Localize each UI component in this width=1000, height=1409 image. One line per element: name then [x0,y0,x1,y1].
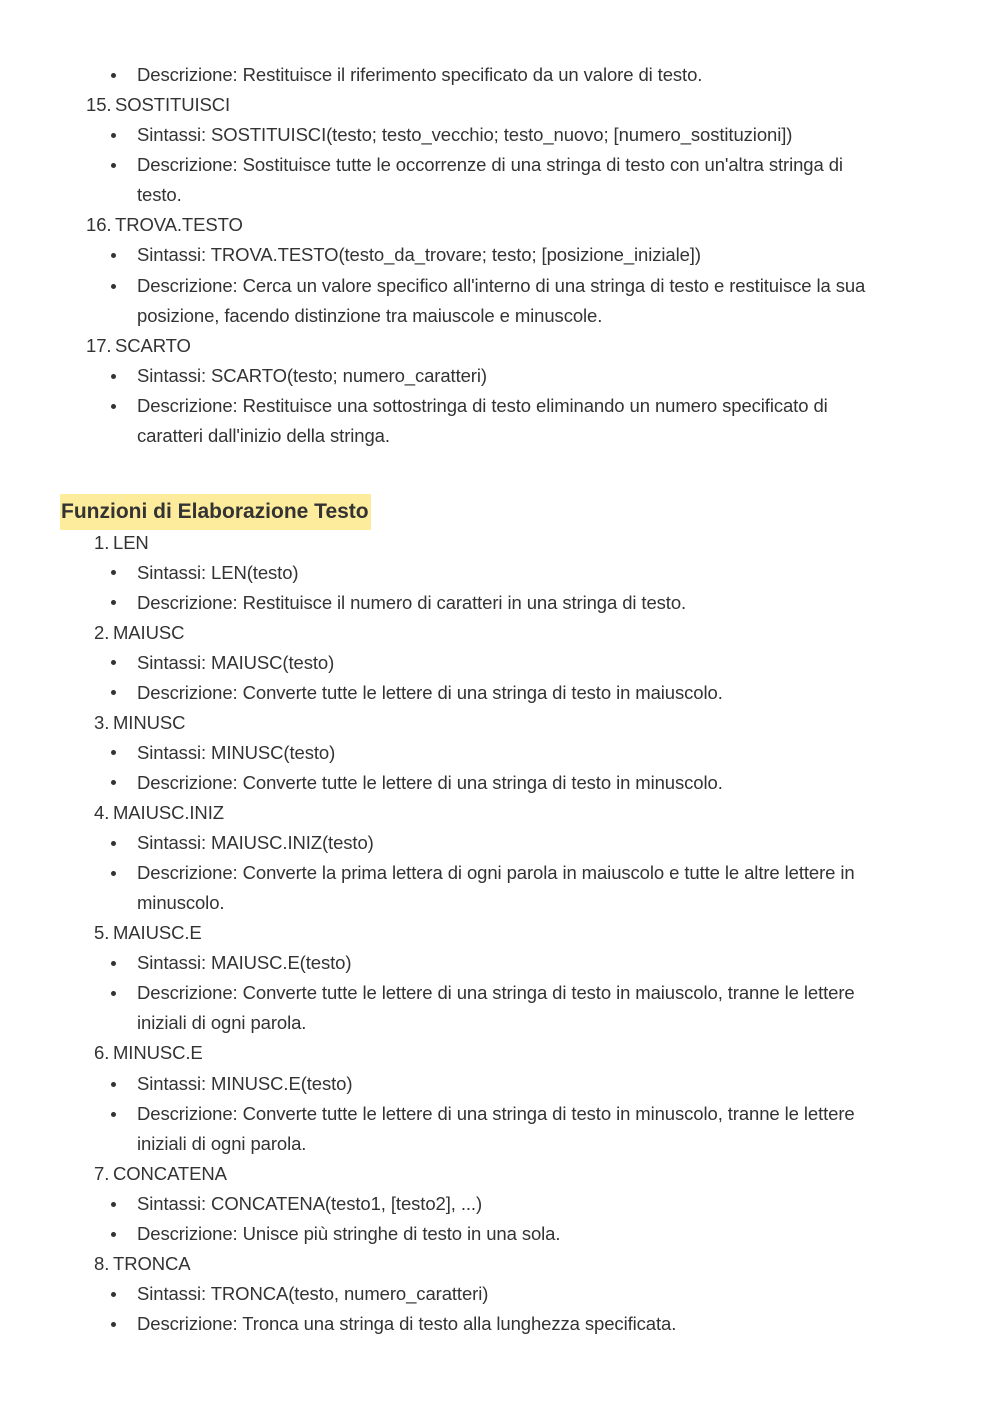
list-item-number: 2. [94,622,110,643]
description-text: Descrizione: Restituisce il numero di caratteri in una stringa di testo. [137,592,687,613]
bullet-icon [111,961,117,967]
function-name: MAIUSC [113,622,185,643]
bullet-icon [111,841,117,847]
bullet-icon [111,1322,117,1328]
syntax-text: Sintassi: SOSTITUISCI(testo; testo_vecchio; testo_nuovo; [numero_sostituzioni]) [137,124,793,145]
description-text: iniziali di ogni parola. [137,1133,307,1154]
bullet-icon [111,133,117,139]
bullet-icon [111,570,117,576]
description-text: Descrizione: Unisce più stringhe di testo in una sola. [137,1223,561,1244]
description-text: Descrizione: Converte tutte le lettere di una stringa di testo in maiuscolo. [137,682,723,703]
list-item-number: 1. [94,532,110,553]
bullet-icon [111,1082,117,1088]
bullet-icon [111,1232,117,1238]
function-name: SOSTITUISCI [115,94,231,115]
syntax-text: Sintassi: MAIUSC.INIZ(testo) [137,832,374,853]
syntax-text: Sintassi: TRONCA(testo, numero_caratteri) [137,1283,489,1304]
list-item-number: 7. [94,1163,110,1184]
function-name: MAIUSC.E [113,922,202,943]
function-name: MINUSC [113,712,186,733]
syntax-text: Sintassi: SCARTO(testo; numero_caratteri) [137,365,487,386]
description-text: Descrizione: Converte tutte le lettere di una stringa di testo in minuscolo. [137,772,723,793]
function-name: MAIUSC.INIZ [113,802,224,823]
bullet-icon [111,660,117,666]
bullet-icon [111,1292,117,1298]
list-item-number: 4. [94,802,110,823]
description-text: Descrizione: Converte tutte le lettere di una stringa di testo in maiuscolo, tranne le lettere [137,982,855,1003]
description-text: Descrizione: Cerca un valore specifico all'interno di una stringa di testo e restituisce la sua [137,275,866,296]
description-text: posizione, facendo distinzione tra maiuscole e minuscole. [137,305,603,326]
bullet-icon [111,991,117,997]
list-item-number: 17. [86,335,112,356]
syntax-text: Sintassi: MINUSC(testo) [137,742,336,763]
description-text: Descrizione: Sostituisce tutte le occorrenze di una stringa di testo con un'altra stringa di [137,154,843,175]
function-name: TROVA.TESTO [115,214,243,235]
description-text: Descrizione: Restituisce una sottostringa di testo eliminando un numero specificato di [137,395,828,416]
function-name: MINUSC.E [113,1042,203,1063]
bullet-icon [111,690,117,696]
description-text: testo. [137,184,182,205]
description-text: Descrizione: Converte tutte le lettere di una stringa di testo in minuscolo, tranne le lettere [137,1103,855,1124]
description-text: minuscolo. [137,892,225,913]
section-heading: Funzioni di Elaborazione Testo [60,494,371,530]
description-text: Descrizione: Restituisce il riferimento specificato da un valore di testo. [137,64,703,85]
list-item-number: 8. [94,1253,110,1274]
bullet-icon [111,374,117,380]
list-item-number: 5. [94,922,110,943]
bullet-icon [111,404,117,410]
list-item-number: 3. [94,712,110,733]
function-name: SCARTO [115,335,191,356]
syntax-text: Sintassi: TROVA.TESTO(testo_da_trovare; testo; [posizione_iniziale]) [137,244,701,265]
list-item-number: 6. [94,1042,110,1063]
bullet-icon [111,163,117,169]
syntax-text: Sintassi: MAIUSC.E(testo) [137,952,352,973]
bullet-icon [111,1202,117,1208]
syntax-text: Sintassi: LEN(testo) [137,562,299,583]
bullet-icon [111,253,117,259]
syntax-text: Sintassi: MAIUSC(testo) [137,652,335,673]
bullet-icon [111,750,117,756]
bullet-icon [111,600,117,606]
bullet-icon [111,780,117,786]
bullet-icon [111,871,117,877]
bullet-icon [111,284,117,290]
list-item-number: 16. [86,214,112,235]
syntax-text: Sintassi: CONCATENA(testo1, [testo2], ...) [137,1193,483,1214]
function-name: CONCATENA [113,1163,227,1184]
bullet-icon [111,73,117,79]
function-name: TRONCA [113,1253,191,1274]
description-text: Descrizione: Converte la prima lettera di ogni parola in maiuscolo e tutte le altre lettere in [137,862,855,883]
description-text: caratteri dall'inizio della stringa. [137,425,390,446]
function-name: LEN [113,532,149,553]
description-text: iniziali di ogni parola. [137,1012,307,1033]
syntax-text: Sintassi: MINUSC.E(testo) [137,1073,353,1094]
list-item-number: 15. [86,94,112,115]
description-text: Descrizione: Tronca una stringa di testo alla lunghezza specificata. [137,1313,677,1334]
bullet-icon [111,1112,117,1118]
